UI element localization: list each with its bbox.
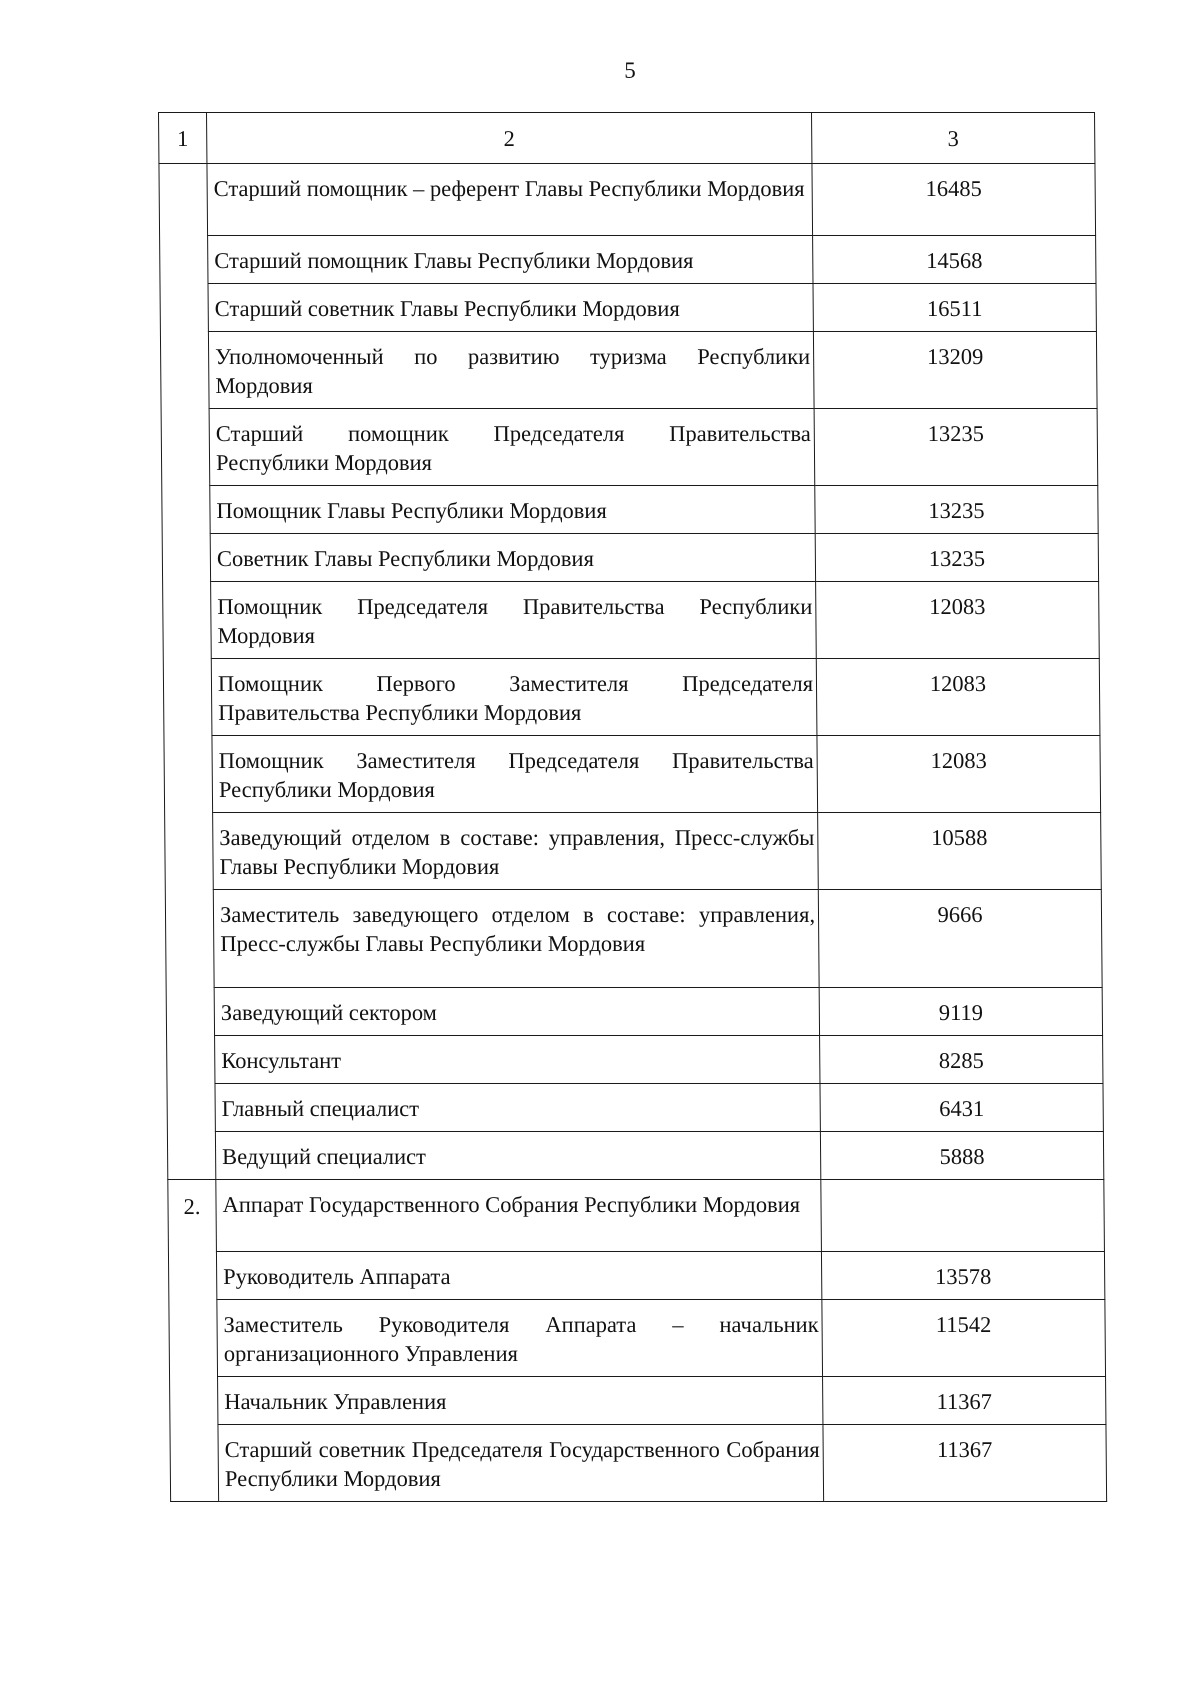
salary-value-cell: 9666 <box>818 890 1102 988</box>
header-col-3: 3 <box>812 113 1095 164</box>
table-row <box>160 332 1097 409</box>
position-name-cell: Заведующий сектором <box>214 988 819 1036</box>
table-row <box>168 1180 1105 1252</box>
salary-value-cell: 14568 <box>813 236 1096 284</box>
table-row <box>170 1425 1107 1502</box>
salary-value-cell: 6431 <box>820 1084 1103 1132</box>
position-name-cell: Аппарат Государственного Собрания Республики Мордовия <box>216 1180 822 1252</box>
table-row <box>160 284 1096 332</box>
row-number-cell: 2. <box>168 1180 219 1502</box>
salary-value-cell: 16485 <box>812 164 1096 236</box>
table-row <box>167 1036 1103 1084</box>
position-name-cell: Помощник Заместителя Председателя Правительства Республики Мордовия <box>212 736 818 813</box>
table-row <box>167 1132 1103 1180</box>
table-row <box>164 736 1101 813</box>
salary-value-cell: 12083 <box>817 736 1101 813</box>
table-row <box>166 988 1102 1036</box>
position-name-cell: Ведущий специалист <box>215 1132 820 1180</box>
position-name-cell: Старший советник Главы Республики Мордовия <box>208 284 813 332</box>
position-name-cell: Старший помощник – референт Главы Республики Мордовия <box>207 164 813 236</box>
salary-value-cell: 11367 <box>823 1425 1107 1502</box>
position-name-cell: Заведующий отделом в составе: управления, Пресс-службы Главы Республики Мордовия <box>213 813 819 890</box>
header-col-2: 2 <box>207 113 812 164</box>
table-row <box>170 1377 1106 1425</box>
position-name-cell: Советник Главы Республики Мордовия <box>210 534 815 582</box>
table-row <box>167 1084 1103 1132</box>
position-name-cell: Консультант <box>215 1036 820 1084</box>
position-name-cell: Начальник Управления <box>218 1377 823 1425</box>
table-row <box>162 534 1098 582</box>
table-row <box>161 409 1098 486</box>
table-row <box>160 236 1096 284</box>
salary-value-cell: 11367 <box>823 1377 1106 1425</box>
position-name-cell: Уполномоченный по развитию туризма Республики Мордовия <box>208 332 814 409</box>
position-name-cell: Помощник Главы Республики Мордовия <box>210 486 815 534</box>
header-col-1: 1 <box>159 113 207 164</box>
position-name-cell: Старший советник Председателя Государственного Собрания Республики Мордовия <box>218 1425 824 1502</box>
page-number: 5 <box>624 58 636 83</box>
salary-value-cell: 12083 <box>816 659 1100 736</box>
salary-value-cell: 8285 <box>820 1036 1103 1084</box>
table-row <box>162 486 1098 534</box>
salary-value-cell: 10588 <box>818 813 1102 890</box>
table-row <box>165 813 1102 890</box>
position-name-cell: Главный специалист <box>215 1084 820 1132</box>
position-name-cell: Старший помощник Председателя Правительства Республики Мордовия <box>209 409 815 486</box>
position-name-cell: Заместитель заведующего отделом в составе: управления, Пресс-службы Главы Республики Мордовия <box>213 890 819 988</box>
table-row <box>159 164 1096 236</box>
position-name-cell: Старший помощник Главы Республики Мордовия <box>208 236 813 284</box>
salary-value-cell: 13209 <box>813 332 1097 409</box>
position-name-cell: Помощник Первого Заместителя Председателя Правительства Республики Мордовия <box>211 659 817 736</box>
salary-value-cell: 13578 <box>821 1252 1104 1300</box>
position-name-cell: Помощник Председателя Правительства Республики Мордовия <box>211 582 817 659</box>
salary-value-cell: 12083 <box>816 582 1100 659</box>
salary-value-cell: 11542 <box>822 1300 1106 1377</box>
position-name-cell: Руководитель Аппарата <box>216 1252 821 1300</box>
table-row <box>163 659 1100 736</box>
salary-table <box>158 112 1107 1502</box>
table-row <box>163 582 1100 659</box>
salary-value-cell: 13235 <box>814 409 1098 486</box>
position-name-cell: Заместитель Руководителя Аппарата – начальник организационного Управления <box>217 1300 823 1377</box>
table-row <box>168 1252 1104 1300</box>
table-header-row <box>159 113 1095 164</box>
salary-value-cell: 16511 <box>813 284 1096 332</box>
table-body <box>159 113 1107 1502</box>
salary-value-cell <box>821 1180 1105 1252</box>
table-row <box>165 890 1102 988</box>
salary-value-cell: 13235 <box>815 534 1098 582</box>
table-row <box>169 1300 1106 1377</box>
salary-value-cell: 13235 <box>815 486 1098 534</box>
salary-value-cell: 5888 <box>820 1132 1103 1180</box>
salary-value-cell: 9119 <box>819 988 1102 1036</box>
